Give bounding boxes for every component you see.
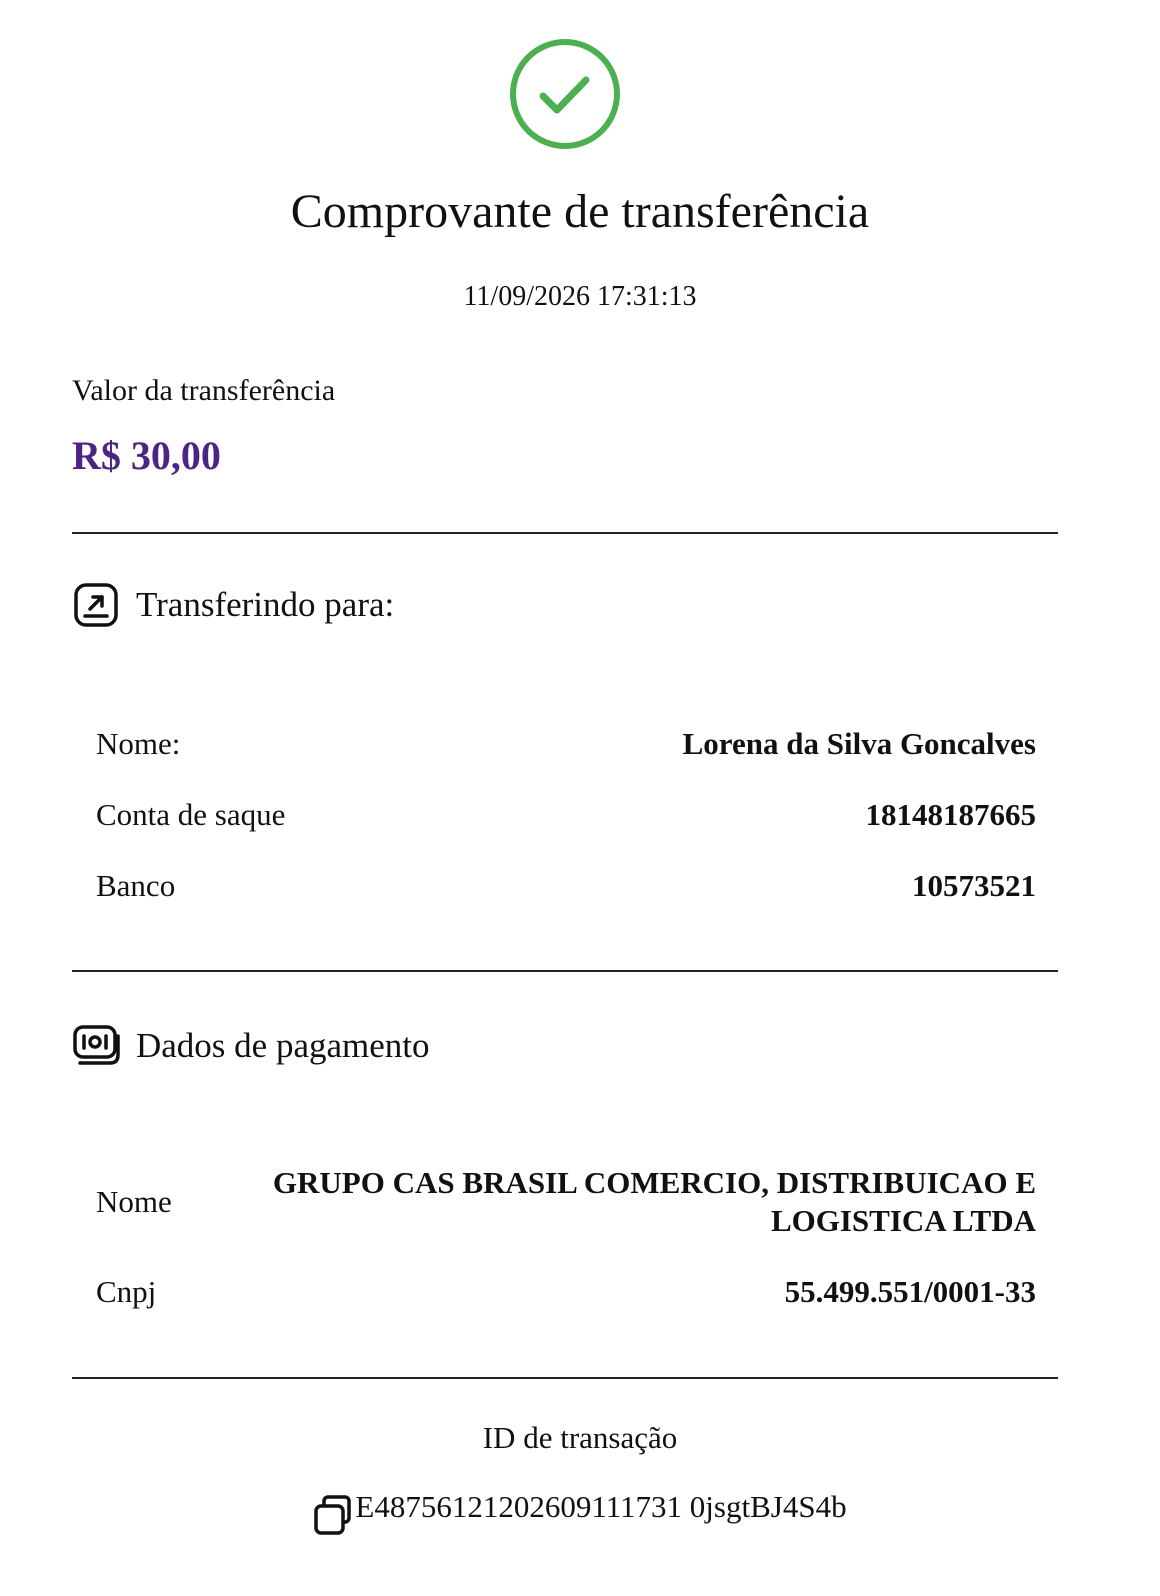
transaction-id-label: ID de transação	[482, 1420, 678, 1455]
recipient-row-name	[96, 724, 1036, 764]
money-bills-icon	[72, 1022, 120, 1070]
transaction-id-row[interactable]	[0, 1486, 1160, 1528]
payment-section-header	[72, 1021, 430, 1071]
transaction-id-value: E48756121202609111731 0jsgtBJ4S4b	[355, 1489, 847, 1524]
divider	[72, 970, 1058, 972]
payment-name-value: GRUPO CAS BRASIL COMERCIO, DISTRIBUICAO E LOGISTICA LTDA	[272, 1165, 1036, 1238]
amount-value: R$ 30,00	[72, 433, 221, 478]
recipient-account-value: 18148187665	[865, 797, 1036, 832]
payment-row-cnpj	[96, 1272, 1036, 1312]
transfer-out-icon	[72, 581, 120, 629]
success-check-icon	[507, 36, 623, 152]
amount-label: Valor da transferência	[72, 374, 336, 407]
recipient-section-header	[72, 580, 394, 630]
recipient-heading: Transferindo para:	[136, 585, 395, 624]
payment-name-label: Nome	[96, 1184, 172, 1219]
divider	[72, 1377, 1058, 1379]
recipient-name-label: Nome:	[96, 726, 181, 761]
recipient-row-bank	[96, 866, 1036, 906]
payment-cnpj-value: 55.499.551/0001-33	[784, 1274, 1036, 1309]
payment-row-name	[96, 1164, 1036, 1240]
payment-cnpj-label: Cnpj	[96, 1274, 157, 1309]
divider	[72, 532, 1058, 534]
recipient-account-label: Conta de saque	[96, 797, 286, 832]
transfer-datetime: 11/09/2026 17:31:13	[463, 281, 697, 312]
payment-heading: Dados de pagamento	[136, 1026, 430, 1065]
recipient-bank-value: 10573521	[912, 868, 1036, 903]
recipient-name-value: Lorena da Silva Goncalves	[682, 726, 1036, 761]
recipient-row-account	[96, 795, 1036, 835]
copy-icon[interactable]	[313, 1494, 353, 1536]
recipient-bank-label: Banco	[96, 868, 176, 903]
page-title: Comprovante de transferência	[290, 185, 870, 238]
